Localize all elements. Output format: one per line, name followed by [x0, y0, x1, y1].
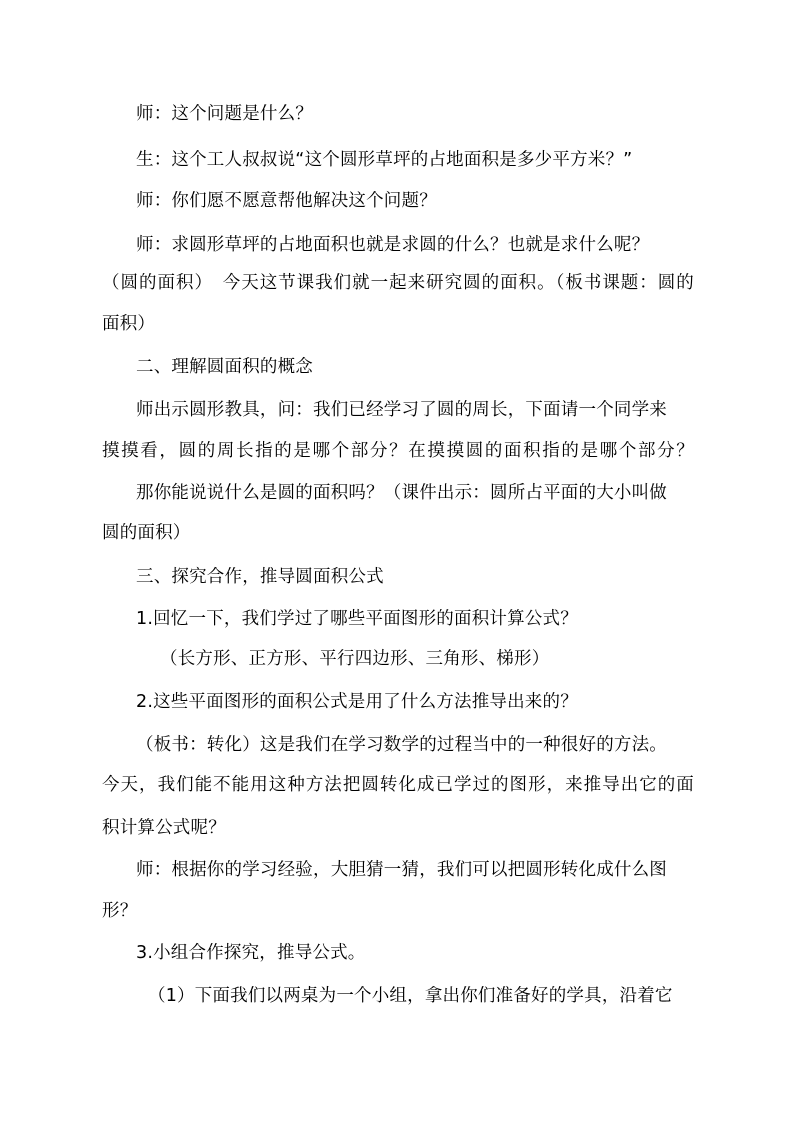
text-line: 1.回忆一下，我们学过了哪些平面图形的面积计算公式？: [136, 609, 578, 629]
text-line: 生：这个工人叔叔说“这个圆形草坪的占地面积是多少平方米？”: [136, 150, 633, 170]
section-heading: 二、理解圆面积的概念: [136, 357, 313, 377]
text-line: 师：你们愿不愿意帮他解决这个问题？: [136, 191, 437, 211]
text-line: 形？: [102, 901, 138, 921]
text-line: 今天，我们能不能用这种方法把圆转化成已学过的图形，来推导出它的面: [102, 775, 694, 795]
text-line: 那你能说说什么是圆的面积吗？（课件出示：圆所占平面的大小叫做: [136, 483, 667, 503]
text-line: 圆的面积）: [102, 523, 191, 543]
text-line: 师：根据你的学习经验，大胆猜一猜，我们可以把圆形转化成什么图: [136, 860, 667, 880]
text-line: 摸摸看，圆的周长指的是哪个部分？在摸摸圆的面积指的是哪个部分？: [102, 441, 694, 461]
text-line: （板书：转化）这是我们在学习数学的过程当中的一种很好的方法。: [136, 735, 667, 755]
text-line: 师：求圆形草坪的占地面积也就是求圆的什么？也就是求什么呢？: [136, 235, 650, 255]
text-line: （圆的面积） 今天这节课我们就一起来研究圆的面积。（板书课题：圆的: [102, 273, 694, 293]
section-heading: 三、探究合作，推导圆面积公式: [136, 567, 384, 587]
text-line: 2.这些平面图形的面积公式是用了什么方法推导出来的？: [136, 692, 578, 712]
text-line: 积计算公式呢？: [102, 818, 226, 838]
text-line: （1）下面我们以两桌为一个小组，拿出你们准备好的学具，沿着它: [148, 986, 673, 1006]
text-line: 师出示圆形教具，问：我们已经学习了圆的周长，下面请一个同学来: [136, 400, 667, 420]
text-line: 师：这个问题是什么？: [136, 104, 313, 124]
text-line: 3.小组合作探究，推导公式。: [136, 943, 366, 963]
text-line: 面积）: [102, 314, 156, 334]
text-line: （长方形、正方形、平行四边形、三角形、梯形）: [160, 649, 550, 669]
